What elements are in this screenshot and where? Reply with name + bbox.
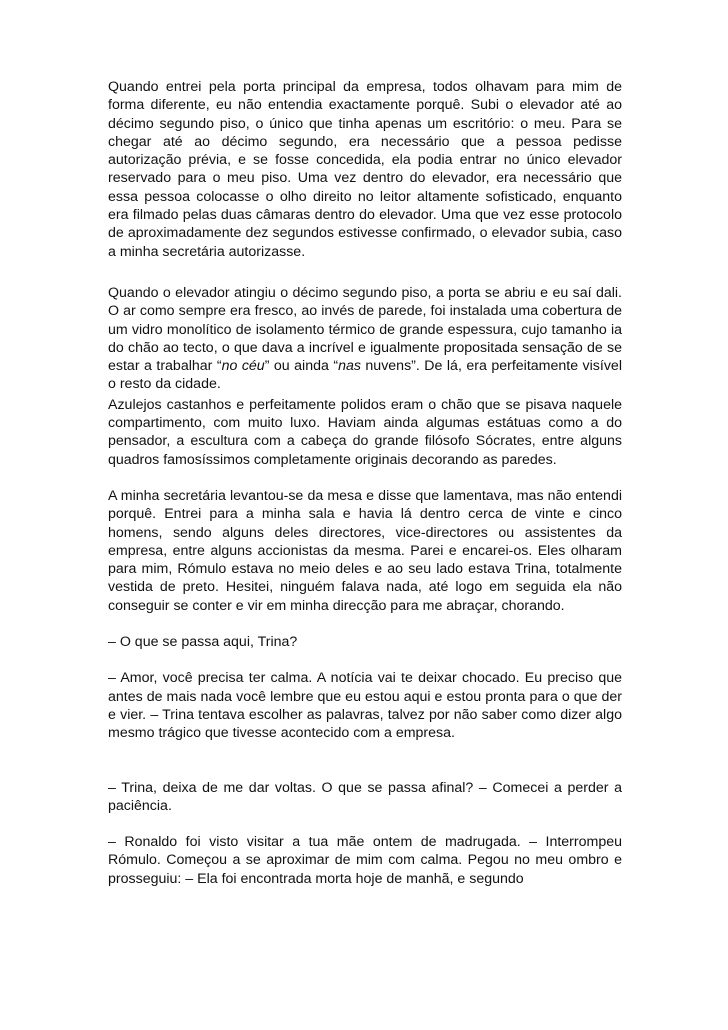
text-run: – O que se passa aqui, Trina?	[108, 634, 298, 651]
paragraph	[108, 78, 622, 261]
text-run: nuvens”. De lá, era perfeitamente visível o resto da cidade.	[108, 358, 622, 393]
paragraph	[108, 779, 622, 816]
paragraph	[108, 396, 622, 469]
text-run: Quando entrei pela porta principal da empresa, todos olhavam para mim de forma diferente, eu não entendia exactamente porquê. Subi o elevador até ao décimo segundo piso, o único que tinha apenas um escritório: o meu. Para se chegar até ao décimo segundo, era necessário que a pessoa pedisse autorização prévia, e se fosse concedida, ela podia entrar no único elevador reservado para o meu piso. Uma vez dentro do elevador, era necessário que essa pessoa colocasse o olho direito no leitor altamente sofisticado, enquanto era filmado pelas duas câmaras dentro do elevador. Uma que vez esse protocolo de aproximadamente dez segundos estivesse confirmado, o elevador subia, caso a minha secretária autorizasse.	[108, 79, 622, 260]
paragraph	[108, 833, 622, 888]
text-run: Quando o elevador atingiu o décimo segundo piso, a porta se abriu e eu saí dali. O ar como sempre era fresco, ao invés de parede, foi instalada uma cobertura de um vidro monolítico de isolamento térmico de grande espessura, cujo tamanho ia do chão ao tecto, o que dava a incrível e igualmente propositada sensação de se estar a trabalhar “	[108, 284, 622, 375]
text-run: A minha secretária levantou-se da mesa e disse que lamentava, mas não entendi porquê. Entrei para a minha sala e havia lá dentro cerca de vinte e cinco homens, sendo alguns deles directores, vice-directores ou assistentes da empresa, entre alguns accionistas da mesma. Parei e encarei-os. Eles olharam para mim, Rómulo estava no meio deles e ao seu lado estava Trina, totalmente vestida de preto. Hesitei, ninguém falava nada, até logo em seguida ela não conseguir se conter e vir em minha direcção para me abraçar, chorando.	[108, 487, 622, 614]
paragraph	[108, 633, 622, 651]
text-run: Azulejos castanhos e perfeitamente polidos eram o chão que se pisava naquele compartimento, com muito luxo. Haviam ainda algumas estátuas como a do pensador, a escultura com a cabeça do grande filósofo Sócrates, entre alguns quadros famosíssimos completamente originais decorando as paredes.	[108, 396, 622, 468]
document-page	[108, 78, 622, 888]
text-run: ” ou ainda “	[264, 358, 339, 375]
paragraph	[108, 669, 622, 742]
text-run: – Ronaldo foi visto visitar a tua mãe ontem de madrugada. – Interrompeu Rómulo. Começou a se aproximar de mim com calma. Pegou no meu ombro e prosseguiu: – Ela foi encontrada morta hoje de manhã, e segundo	[108, 834, 622, 887]
italic-text: nas	[338, 358, 361, 375]
text-run: – Trina, deixa de me dar voltas. O que se passa afinal? – Comecei a perder a paciência.	[108, 779, 622, 814]
paragraph	[108, 487, 622, 615]
italic-text: no céu	[221, 358, 265, 375]
paragraph	[108, 284, 622, 394]
text-run: – Amor, você precisa ter calma. A notícia vai te deixar chocado. Eu preciso que antes de mais nada você lembre que eu estou aqui e estou pronta para o que der e vier. – Trina tentava escolher as palavras, talvez por não saber como dizer algo mesmo trágico que tivesse acontecido com a empresa.	[108, 670, 622, 742]
